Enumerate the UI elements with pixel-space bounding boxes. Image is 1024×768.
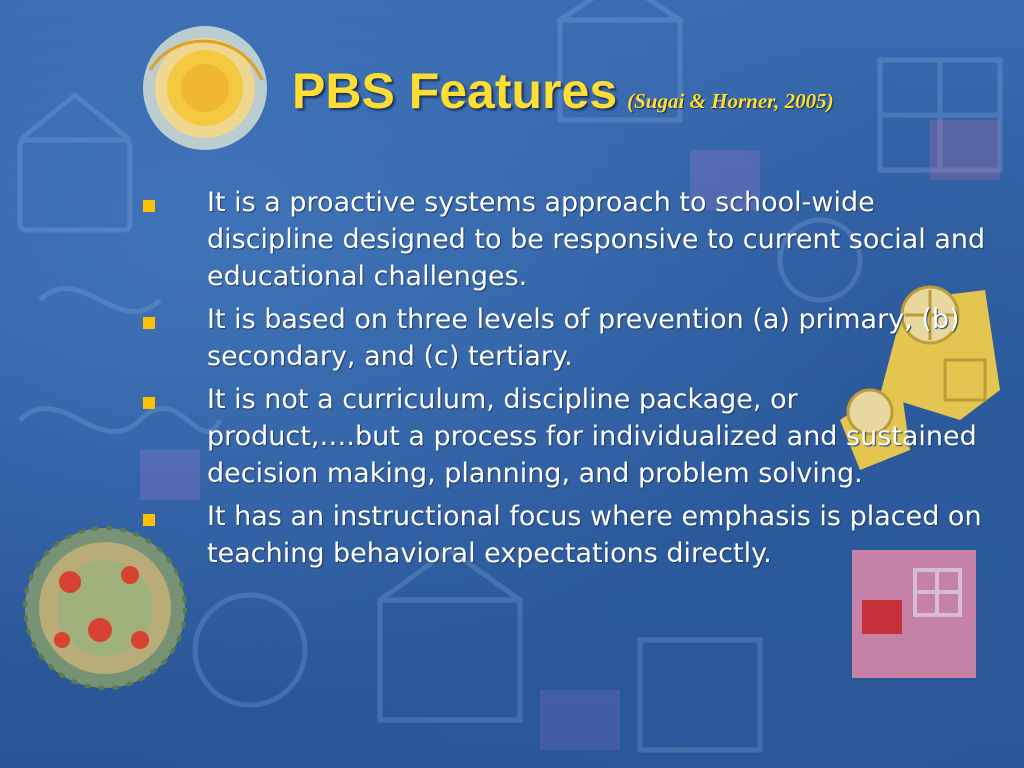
bullet-item [140, 381, 990, 492]
bullet-square-icon [143, 514, 155, 526]
bullet-square-icon [143, 317, 155, 329]
citation: (Sugai & Horner, 2005) [627, 89, 834, 113]
bullet-square-icon [143, 200, 155, 212]
sun-icon [143, 26, 267, 150]
bullet-item [140, 301, 990, 375]
bullet-list [140, 184, 990, 578]
bullet-text: It is based on three levels of prevention (a) primary, (b) secondary, and (c) tertiary. [207, 304, 960, 372]
bullet-text: It has an instructional focus where emphasis is placed on teaching behavioral expectations directly. [207, 501, 982, 569]
slide-title: PBS Features [292, 63, 618, 119]
bullet-square-icon [143, 397, 155, 409]
bullet-text: It is not a curriculum, discipline package, or product,….but a process for individualized and sustained decision making, planning, and problem solving. [207, 384, 977, 489]
bullet-item [140, 498, 990, 572]
title-row [292, 62, 834, 120]
bullet-item [140, 184, 990, 295]
bullet-text: It is a proactive systems approach to school-wide discipline designed to be responsive to current social and educational challenges. [207, 187, 986, 292]
